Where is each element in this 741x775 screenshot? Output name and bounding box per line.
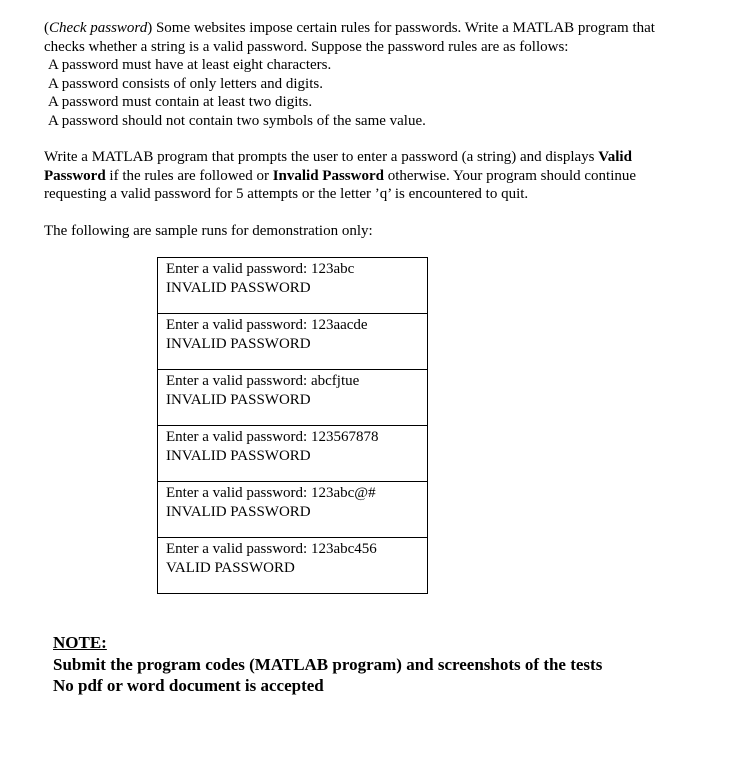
note-line-submit: Submit the program codes (MATLAB program) and screenshots of the tests xyxy=(53,654,603,674)
sample-result: INVALID PASSWORD xyxy=(166,280,311,296)
rule-item: A password must have at least eight characters. xyxy=(48,57,332,73)
sample-result: VALID PASSWORD xyxy=(166,560,295,576)
sample-prompt: Enter a valid password: 123abc xyxy=(166,261,355,277)
sample-row xyxy=(158,258,428,314)
rule-item: A password should not contain two symbols of the same value. xyxy=(48,112,426,129)
sample-prompt: Enter a valid password: 123aacde xyxy=(166,317,368,333)
sample-prompt: Enter a valid password: 123567878 xyxy=(166,429,379,445)
sample-cell xyxy=(158,538,428,594)
sample-cell xyxy=(158,426,428,482)
samples-intro: The following are sample runs for demonstration only: xyxy=(44,223,373,239)
task-text-3: otherwise. Your program should continue requesting a valid password for 5 attempts or the letter ’q’ is encountered to quit. xyxy=(44,167,637,202)
task-text-2: if the rules are followed or xyxy=(105,167,273,184)
sample-row xyxy=(158,538,428,594)
intro-close-paren: ) xyxy=(147,20,153,36)
sample-result: INVALID PASSWORD xyxy=(166,504,311,520)
sample-result: INVALID PASSWORD xyxy=(166,448,311,464)
rule-item: A password consists of only letters and digits. xyxy=(48,75,323,92)
sample-prompt: Enter a valid password: abcfjtue xyxy=(166,373,360,389)
task-paragraph xyxy=(44,148,684,204)
sample-row xyxy=(158,314,428,370)
sample-prompt: Enter a valid password: 123abc456 xyxy=(166,541,377,557)
intro-open-paren: ( xyxy=(44,20,49,36)
intro-text: Some websites impose certain rules for passwords. Write a MATLAB program that checks whether a string is a valid password. Suppose the password rules are as follows: xyxy=(44,20,655,55)
sample-cell xyxy=(158,258,428,314)
task-text-1: Write a MATLAB program that prompts the user to enter a password (a string) and displays xyxy=(44,149,599,165)
sample-result: INVALID PASSWORD xyxy=(166,336,311,352)
note-block xyxy=(53,632,602,697)
sample-prompt: Enter a valid password: 123abc@# xyxy=(166,485,376,501)
sample-row xyxy=(158,370,428,426)
sample-cell xyxy=(158,370,428,426)
task-valid-label: Valid Password xyxy=(44,149,632,184)
rule-item: A password must contain at least two digits. xyxy=(48,94,313,111)
sample-row xyxy=(158,482,428,538)
sample-row xyxy=(158,426,428,482)
sample-result: INVALID PASSWORD xyxy=(166,392,311,408)
sample-runs-table xyxy=(157,257,428,594)
task-invalid-label: Invalid Password xyxy=(272,167,384,184)
sample-cell xyxy=(158,482,428,538)
note-line-format: No pdf or word document is accepted xyxy=(53,676,324,695)
intro-paragraph xyxy=(44,19,684,56)
intro-title: Check password xyxy=(49,20,148,36)
password-rules-list xyxy=(48,56,426,130)
note-title: NOTE: xyxy=(53,633,107,652)
sample-cell xyxy=(158,314,428,370)
